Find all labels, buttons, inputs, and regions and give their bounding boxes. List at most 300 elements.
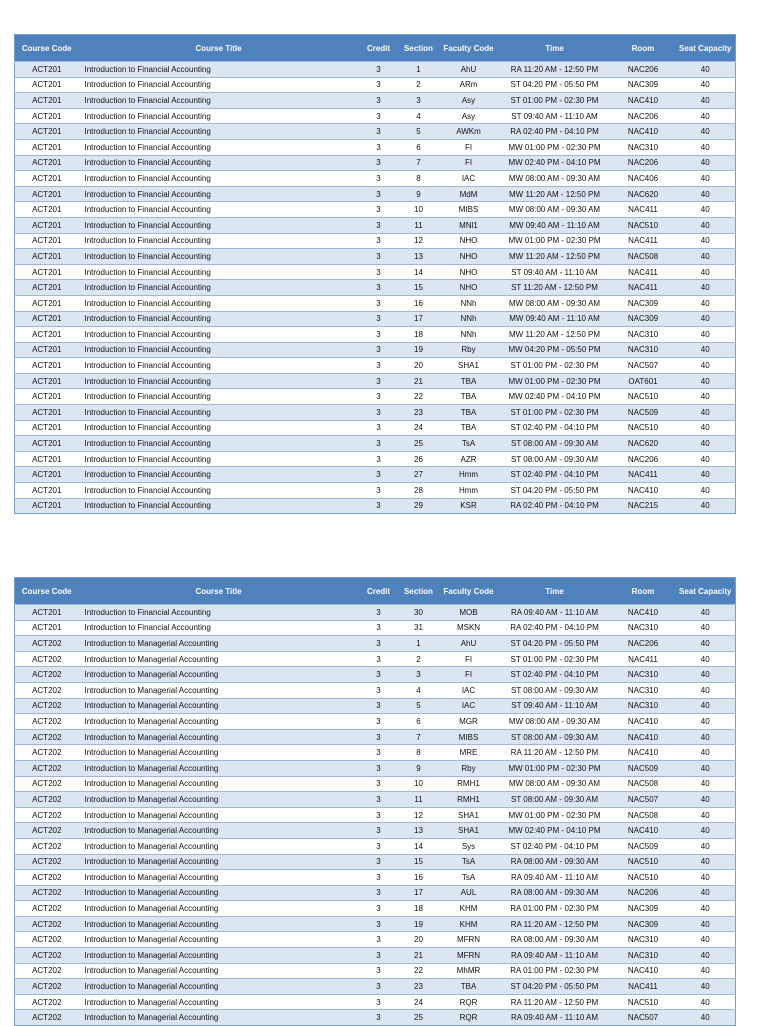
course-title-cell: Introduction to Financial Accounting bbox=[79, 451, 359, 467]
course-code-cell: ACT201 bbox=[15, 155, 79, 171]
seat-capacity-cell: 40 bbox=[676, 807, 736, 823]
time-cell: RA 01:00 PM - 02:30 PM bbox=[499, 901, 611, 917]
section-cell: 21 bbox=[399, 948, 439, 964]
time-cell: RA 09:40 AM - 11:10 AM bbox=[499, 605, 611, 621]
seat-capacity-cell: 40 bbox=[676, 342, 736, 358]
room-cell: NAC510 bbox=[611, 389, 676, 405]
section-cell: 29 bbox=[399, 498, 439, 514]
course-title-cell: Introduction to Financial Accounting bbox=[79, 202, 359, 218]
room-cell: NAC510 bbox=[611, 420, 676, 436]
section-cell: 13 bbox=[399, 249, 439, 265]
course-title-cell: Introduction to Managerial Accounting bbox=[79, 792, 359, 808]
section-cell: 12 bbox=[399, 807, 439, 823]
section-cell: 23 bbox=[399, 405, 439, 421]
course-title-cell: Introduction to Managerial Accounting bbox=[79, 760, 359, 776]
table-row bbox=[15, 373, 736, 389]
table-row bbox=[15, 358, 736, 374]
table-row bbox=[15, 854, 736, 870]
time-cell: MW 08:00 AM - 09:30 AM bbox=[499, 776, 611, 792]
credit-cell: 3 bbox=[359, 698, 399, 714]
room-cell: NAC411 bbox=[611, 264, 676, 280]
room-cell: NAC507 bbox=[611, 358, 676, 374]
section-cell: 9 bbox=[399, 760, 439, 776]
section-cell: 28 bbox=[399, 483, 439, 499]
seat-capacity-cell: 40 bbox=[676, 854, 736, 870]
course-code-cell: ACT201 bbox=[15, 217, 79, 233]
section-cell: 7 bbox=[399, 155, 439, 171]
time-cell: RA 02:40 PM - 04:10 PM bbox=[499, 620, 611, 636]
section-cell: 18 bbox=[399, 327, 439, 343]
time-cell: ST 02:40 PM - 04:10 PM bbox=[499, 420, 611, 436]
course-code-cell: ACT201 bbox=[15, 605, 79, 621]
credit-cell: 3 bbox=[359, 792, 399, 808]
time-cell: MW 04:20 PM - 05:50 PM bbox=[499, 342, 611, 358]
course-title-cell: Introduction to Financial Accounting bbox=[79, 249, 359, 265]
room-cell: NAC310 bbox=[611, 139, 676, 155]
faculty-code-cell: TBA bbox=[439, 373, 499, 389]
time-cell: ST 09:40 AM - 11:10 AM bbox=[499, 108, 611, 124]
faculty-code-cell: Asy bbox=[439, 93, 499, 109]
time-cell: RA 09:40 AM - 11:10 AM bbox=[499, 870, 611, 886]
course-code-cell: ACT202 bbox=[15, 963, 79, 979]
section-cell: 15 bbox=[399, 280, 439, 296]
table-row bbox=[15, 139, 736, 155]
course-code-cell: ACT201 bbox=[15, 467, 79, 483]
time-cell: MW 11:20 AM - 12:50 PM bbox=[499, 327, 611, 343]
course-title-cell: Introduction to Financial Accounting bbox=[79, 467, 359, 483]
course-title-cell: Introduction to Financial Accounting bbox=[79, 77, 359, 93]
faculty-code-cell: Hmm bbox=[439, 467, 499, 483]
course-code-cell: ACT201 bbox=[15, 342, 79, 358]
table-row bbox=[15, 155, 736, 171]
section-cell: 2 bbox=[399, 651, 439, 667]
course-code-cell: ACT202 bbox=[15, 854, 79, 870]
section-cell: 24 bbox=[399, 420, 439, 436]
seat-capacity-cell: 40 bbox=[676, 62, 736, 78]
room-cell: NAC310 bbox=[611, 682, 676, 698]
header-faculty-code: Faculty Code bbox=[439, 578, 499, 605]
room-cell: NAC406 bbox=[611, 171, 676, 187]
table-row bbox=[15, 1010, 736, 1026]
course-code-cell: ACT202 bbox=[15, 948, 79, 964]
section-cell: 14 bbox=[399, 838, 439, 854]
course-code-cell: ACT201 bbox=[15, 295, 79, 311]
room-cell: NAC507 bbox=[611, 1010, 676, 1026]
section-cell: 10 bbox=[399, 776, 439, 792]
faculty-code-cell: MFRN bbox=[439, 932, 499, 948]
room-cell: NAC310 bbox=[611, 342, 676, 358]
course-title-cell: Introduction to Financial Accounting bbox=[79, 62, 359, 78]
seat-capacity-cell: 40 bbox=[676, 714, 736, 730]
credit-cell: 3 bbox=[359, 885, 399, 901]
seat-capacity-cell: 40 bbox=[676, 745, 736, 761]
room-cell: NAC510 bbox=[611, 217, 676, 233]
credit-cell: 3 bbox=[359, 838, 399, 854]
credit-cell: 3 bbox=[359, 979, 399, 995]
credit-cell: 3 bbox=[359, 776, 399, 792]
time-cell: ST 04:20 PM - 05:50 PM bbox=[499, 636, 611, 652]
course-code-cell: ACT201 bbox=[15, 436, 79, 452]
time-cell: MW 09:40 AM - 11:10 AM bbox=[499, 311, 611, 327]
credit-cell: 3 bbox=[359, 171, 399, 187]
course-title-cell: Introduction to Managerial Accounting bbox=[79, 838, 359, 854]
course-code-cell: ACT201 bbox=[15, 77, 79, 93]
table-row bbox=[15, 823, 736, 839]
section-cell: 20 bbox=[399, 932, 439, 948]
course-code-cell: ACT201 bbox=[15, 93, 79, 109]
seat-capacity-cell: 40 bbox=[676, 389, 736, 405]
seat-capacity-cell: 40 bbox=[676, 651, 736, 667]
credit-cell: 3 bbox=[359, 948, 399, 964]
time-cell: RA 01:00 PM - 02:30 PM bbox=[499, 963, 611, 979]
course-title-cell: Introduction to Financial Accounting bbox=[79, 498, 359, 514]
faculty-code-cell: MIBS bbox=[439, 729, 499, 745]
faculty-code-cell: TsA bbox=[439, 870, 499, 886]
faculty-code-cell: MNl1 bbox=[439, 217, 499, 233]
section-cell: 17 bbox=[399, 311, 439, 327]
time-cell: ST 09:40 AM - 11:10 AM bbox=[499, 264, 611, 280]
time-cell: RA 08:00 AM - 09:30 AM bbox=[499, 854, 611, 870]
course-title-cell: Introduction to Financial Accounting bbox=[79, 311, 359, 327]
course-code-cell: ACT201 bbox=[15, 389, 79, 405]
faculty-code-cell: MhMR bbox=[439, 963, 499, 979]
time-cell: MW 01:00 PM - 02:30 PM bbox=[499, 373, 611, 389]
seat-capacity-cell: 40 bbox=[676, 498, 736, 514]
seat-capacity-cell: 40 bbox=[676, 358, 736, 374]
course-title-cell: Introduction to Managerial Accounting bbox=[79, 948, 359, 964]
section-cell: 11 bbox=[399, 792, 439, 808]
table-row bbox=[15, 885, 736, 901]
course-code-cell: ACT201 bbox=[15, 327, 79, 343]
course-title-cell: Introduction to Managerial Accounting bbox=[79, 667, 359, 683]
table-row bbox=[15, 389, 736, 405]
course-title-cell: Introduction to Financial Accounting bbox=[79, 155, 359, 171]
table-header bbox=[15, 578, 736, 605]
table-row bbox=[15, 776, 736, 792]
faculty-code-cell: NNh bbox=[439, 295, 499, 311]
room-cell: NAC309 bbox=[611, 77, 676, 93]
course-code-cell: ACT201 bbox=[15, 186, 79, 202]
section-cell: 23 bbox=[399, 979, 439, 995]
seat-capacity-cell: 40 bbox=[676, 124, 736, 140]
section-cell: 8 bbox=[399, 745, 439, 761]
seat-capacity-cell: 40 bbox=[676, 760, 736, 776]
faculty-code-cell: NHO bbox=[439, 249, 499, 265]
table-row bbox=[15, 62, 736, 78]
time-cell: ST 08:00 AM - 09:30 AM bbox=[499, 729, 611, 745]
section-cell: 4 bbox=[399, 682, 439, 698]
time-cell: RA 09:40 AM - 11:10 AM bbox=[499, 1010, 611, 1026]
section-cell: 12 bbox=[399, 233, 439, 249]
credit-cell: 3 bbox=[359, 682, 399, 698]
credit-cell: 3 bbox=[359, 605, 399, 621]
table-row bbox=[15, 467, 736, 483]
faculty-code-cell: NHO bbox=[439, 280, 499, 296]
section-cell: 18 bbox=[399, 901, 439, 917]
seat-capacity-cell: 40 bbox=[676, 916, 736, 932]
table-row bbox=[15, 171, 736, 187]
room-cell: NAC410 bbox=[611, 605, 676, 621]
time-cell: MW 01:00 PM - 02:30 PM bbox=[499, 233, 611, 249]
course-title-cell: Introduction to Financial Accounting bbox=[79, 342, 359, 358]
time-cell: RA 08:00 AM - 09:30 AM bbox=[499, 885, 611, 901]
faculty-code-cell: NHO bbox=[439, 264, 499, 280]
table-row bbox=[15, 714, 736, 730]
course-code-cell: ACT202 bbox=[15, 885, 79, 901]
course-code-cell: ACT202 bbox=[15, 994, 79, 1010]
course-title-cell: Introduction to Managerial Accounting bbox=[79, 823, 359, 839]
section-cell: 24 bbox=[399, 994, 439, 1010]
course-title-cell: Introduction to Financial Accounting bbox=[79, 186, 359, 202]
seat-capacity-cell: 40 bbox=[676, 901, 736, 917]
course-code-cell: ACT202 bbox=[15, 651, 79, 667]
faculty-code-cell: MSKN bbox=[439, 620, 499, 636]
course-title-cell: Introduction to Managerial Accounting bbox=[79, 870, 359, 886]
credit-cell: 3 bbox=[359, 295, 399, 311]
seat-capacity-cell: 40 bbox=[676, 963, 736, 979]
faculty-code-cell: FI bbox=[439, 139, 499, 155]
credit-cell: 3 bbox=[359, 249, 399, 265]
room-cell: NAC411 bbox=[611, 280, 676, 296]
credit-cell: 3 bbox=[359, 760, 399, 776]
course-title-cell: Introduction to Financial Accounting bbox=[79, 483, 359, 499]
credit-cell: 3 bbox=[359, 62, 399, 78]
credit-cell: 3 bbox=[359, 714, 399, 730]
seat-capacity-cell: 40 bbox=[676, 776, 736, 792]
course-code-cell: ACT202 bbox=[15, 698, 79, 714]
table-row bbox=[15, 760, 736, 776]
time-cell: MW 11:20 AM - 12:50 PM bbox=[499, 249, 611, 265]
faculty-code-cell: RQR bbox=[439, 994, 499, 1010]
section-cell: 17 bbox=[399, 885, 439, 901]
faculty-code-cell: TsA bbox=[439, 854, 499, 870]
seat-capacity-cell: 40 bbox=[676, 870, 736, 886]
course-code-cell: ACT201 bbox=[15, 124, 79, 140]
table-row bbox=[15, 807, 736, 823]
room-cell: NAC410 bbox=[611, 963, 676, 979]
section-cell: 19 bbox=[399, 916, 439, 932]
course-title-cell: Introduction to Financial Accounting bbox=[79, 373, 359, 389]
course-title-cell: Introduction to Managerial Accounting bbox=[79, 729, 359, 745]
course-title-cell: Introduction to Financial Accounting bbox=[79, 605, 359, 621]
faculty-code-cell: RMH1 bbox=[439, 792, 499, 808]
header-course-code: Course Code bbox=[15, 35, 79, 62]
seat-capacity-cell: 40 bbox=[676, 994, 736, 1010]
room-cell: NAC206 bbox=[611, 451, 676, 467]
time-cell: ST 01:00 PM - 02:30 PM bbox=[499, 405, 611, 421]
seat-capacity-cell: 40 bbox=[676, 280, 736, 296]
time-cell: MW 01:00 PM - 02:30 PM bbox=[499, 139, 611, 155]
room-cell: NAC508 bbox=[611, 807, 676, 823]
faculty-code-cell: IAC bbox=[439, 698, 499, 714]
course-title-cell: Introduction to Managerial Accounting bbox=[79, 854, 359, 870]
header-room: Room bbox=[611, 578, 676, 605]
seat-capacity-cell: 40 bbox=[676, 792, 736, 808]
seat-capacity-cell: 40 bbox=[676, 373, 736, 389]
course-schedule-table-2 bbox=[14, 577, 736, 1026]
credit-cell: 3 bbox=[359, 217, 399, 233]
room-cell: NAC410 bbox=[611, 823, 676, 839]
course-title-cell: Introduction to Managerial Accounting bbox=[79, 979, 359, 995]
course-title-cell: Introduction to Managerial Accounting bbox=[79, 885, 359, 901]
room-cell: NAC411 bbox=[611, 202, 676, 218]
course-code-cell: ACT202 bbox=[15, 870, 79, 886]
table-row bbox=[15, 186, 736, 202]
header-time: Time bbox=[499, 578, 611, 605]
seat-capacity-cell: 40 bbox=[676, 139, 736, 155]
faculty-code-cell: SHA1 bbox=[439, 807, 499, 823]
seat-capacity-cell: 40 bbox=[676, 327, 736, 343]
faculty-code-cell: AhU bbox=[439, 62, 499, 78]
credit-cell: 3 bbox=[359, 620, 399, 636]
room-cell: NAC215 bbox=[611, 498, 676, 514]
section-cell: 25 bbox=[399, 1010, 439, 1026]
section-cell: 25 bbox=[399, 436, 439, 452]
header-faculty-code: Faculty Code bbox=[439, 35, 499, 62]
table-row bbox=[15, 994, 736, 1010]
room-cell: NAC510 bbox=[611, 854, 676, 870]
course-code-cell: ACT201 bbox=[15, 171, 79, 187]
seat-capacity-cell: 40 bbox=[676, 605, 736, 621]
section-cell: 5 bbox=[399, 698, 439, 714]
seat-capacity-cell: 40 bbox=[676, 233, 736, 249]
header-time: Time bbox=[499, 35, 611, 62]
course-code-cell: ACT201 bbox=[15, 202, 79, 218]
table-row bbox=[15, 979, 736, 995]
time-cell: ST 02:40 PM - 04:10 PM bbox=[499, 667, 611, 683]
room-cell: NAC411 bbox=[611, 979, 676, 995]
credit-cell: 3 bbox=[359, 155, 399, 171]
course-code-cell: ACT202 bbox=[15, 714, 79, 730]
credit-cell: 3 bbox=[359, 124, 399, 140]
table-row bbox=[15, 498, 736, 514]
course-code-cell: ACT201 bbox=[15, 451, 79, 467]
credit-cell: 3 bbox=[359, 342, 399, 358]
faculty-code-cell: MOB bbox=[439, 605, 499, 621]
table-row bbox=[15, 295, 736, 311]
seat-capacity-cell: 40 bbox=[676, 264, 736, 280]
course-code-cell: ACT201 bbox=[15, 62, 79, 78]
course-title-cell: Introduction to Financial Accounting bbox=[79, 620, 359, 636]
credit-cell: 3 bbox=[359, 823, 399, 839]
section-cell: 20 bbox=[399, 358, 439, 374]
course-title-cell: Introduction to Financial Accounting bbox=[79, 108, 359, 124]
course-title-cell: Introduction to Financial Accounting bbox=[79, 405, 359, 421]
section-cell: 10 bbox=[399, 202, 439, 218]
course-title-cell: Introduction to Financial Accounting bbox=[79, 217, 359, 233]
faculty-code-cell: Rby bbox=[439, 342, 499, 358]
faculty-code-cell: Rby bbox=[439, 760, 499, 776]
course-code-cell: ACT201 bbox=[15, 373, 79, 389]
time-cell: MW 01:00 PM - 02:30 PM bbox=[499, 807, 611, 823]
section-cell: 4 bbox=[399, 108, 439, 124]
time-cell: RA 11:20 AM - 12:50 PM bbox=[499, 916, 611, 932]
table-row bbox=[15, 901, 736, 917]
section-cell: 22 bbox=[399, 389, 439, 405]
course-title-cell: Introduction to Managerial Accounting bbox=[79, 776, 359, 792]
course-code-cell: ACT201 bbox=[15, 420, 79, 436]
section-cell: 1 bbox=[399, 62, 439, 78]
room-cell: NAC410 bbox=[611, 714, 676, 730]
credit-cell: 3 bbox=[359, 264, 399, 280]
faculty-code-cell: KHM bbox=[439, 901, 499, 917]
table-row bbox=[15, 667, 736, 683]
time-cell: RA 08:00 AM - 09:30 AM bbox=[499, 932, 611, 948]
faculty-code-cell: TsA bbox=[439, 436, 499, 452]
faculty-code-cell: SHA1 bbox=[439, 358, 499, 374]
room-cell: NAC206 bbox=[611, 885, 676, 901]
credit-cell: 3 bbox=[359, 436, 399, 452]
section-cell: 13 bbox=[399, 823, 439, 839]
room-cell: NAC509 bbox=[611, 760, 676, 776]
table-row bbox=[15, 233, 736, 249]
room-cell: NAC206 bbox=[611, 155, 676, 171]
time-cell: ST 01:00 PM - 02:30 PM bbox=[499, 93, 611, 109]
room-cell: NAC206 bbox=[611, 636, 676, 652]
room-cell: NAC510 bbox=[611, 870, 676, 886]
time-cell: MW 02:40 PM - 04:10 PM bbox=[499, 823, 611, 839]
credit-cell: 3 bbox=[359, 870, 399, 886]
credit-cell: 3 bbox=[359, 202, 399, 218]
credit-cell: 3 bbox=[359, 467, 399, 483]
table-row bbox=[15, 698, 736, 714]
course-code-cell: ACT201 bbox=[15, 620, 79, 636]
course-code-cell: ACT202 bbox=[15, 636, 79, 652]
course-title-cell: Introduction to Managerial Accounting bbox=[79, 932, 359, 948]
course-code-cell: ACT201 bbox=[15, 108, 79, 124]
course-code-cell: ACT201 bbox=[15, 249, 79, 265]
section-cell: 7 bbox=[399, 729, 439, 745]
table-row bbox=[15, 342, 736, 358]
time-cell: ST 04:20 PM - 05:50 PM bbox=[499, 77, 611, 93]
table-row bbox=[15, 792, 736, 808]
time-cell: ST 01:00 PM - 02:30 PM bbox=[499, 358, 611, 374]
time-cell: ST 08:00 AM - 09:30 AM bbox=[499, 436, 611, 452]
course-title-cell: Introduction to Managerial Accounting bbox=[79, 994, 359, 1010]
course-code-cell: ACT202 bbox=[15, 667, 79, 683]
table-row bbox=[15, 963, 736, 979]
credit-cell: 3 bbox=[359, 745, 399, 761]
table-row bbox=[15, 916, 736, 932]
section-cell: 6 bbox=[399, 139, 439, 155]
credit-cell: 3 bbox=[359, 420, 399, 436]
seat-capacity-cell: 40 bbox=[676, 483, 736, 499]
time-cell: ST 04:20 PM - 05:50 PM bbox=[499, 483, 611, 499]
seat-capacity-cell: 40 bbox=[676, 729, 736, 745]
table-row bbox=[15, 93, 736, 109]
time-cell: ST 08:00 AM - 09:30 AM bbox=[499, 451, 611, 467]
table-row bbox=[15, 280, 736, 296]
credit-cell: 3 bbox=[359, 932, 399, 948]
header-course-title: Course Title bbox=[79, 35, 359, 62]
course-code-cell: ACT202 bbox=[15, 682, 79, 698]
credit-cell: 3 bbox=[359, 963, 399, 979]
course-title-cell: Introduction to Managerial Accounting bbox=[79, 682, 359, 698]
course-title-cell: Introduction to Managerial Accounting bbox=[79, 636, 359, 652]
course-code-cell: ACT201 bbox=[15, 311, 79, 327]
table-row bbox=[15, 620, 736, 636]
faculty-code-cell: Asy bbox=[439, 108, 499, 124]
course-title-cell: Introduction to Financial Accounting bbox=[79, 264, 359, 280]
table-header bbox=[15, 35, 736, 62]
faculty-code-cell: ARm bbox=[439, 77, 499, 93]
credit-cell: 3 bbox=[359, 373, 399, 389]
section-cell: 14 bbox=[399, 264, 439, 280]
course-title-cell: Introduction to Financial Accounting bbox=[79, 358, 359, 374]
faculty-code-cell: NNh bbox=[439, 327, 499, 343]
course-code-cell: ACT201 bbox=[15, 358, 79, 374]
time-cell: MW 02:40 PM - 04:10 PM bbox=[499, 155, 611, 171]
